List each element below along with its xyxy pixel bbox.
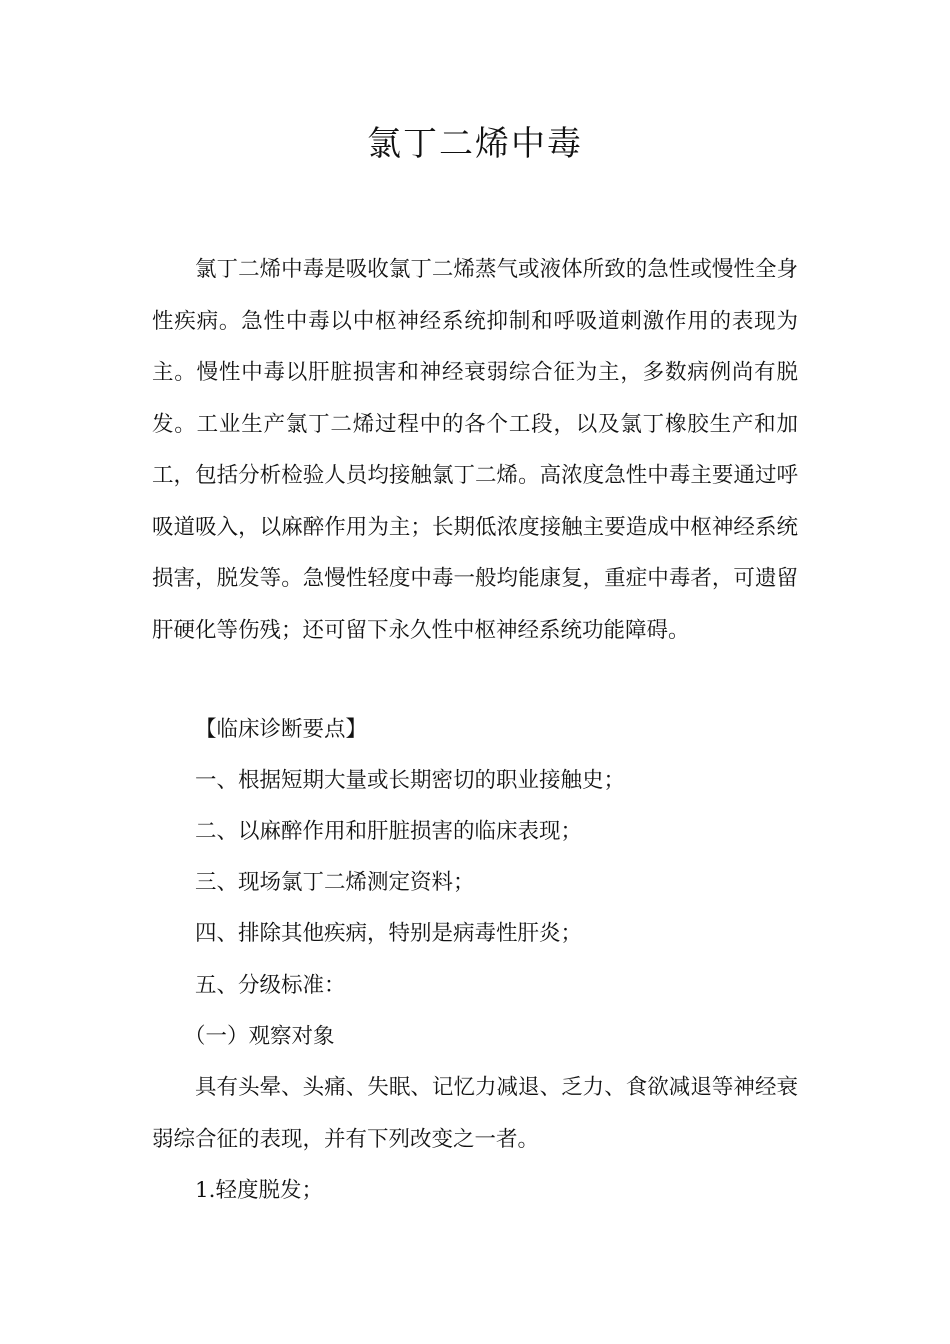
diagnosis-point-1: 一、根据短期大量或长期密切的职业接触史； <box>195 768 626 793</box>
diagnosis-point-5: 五、分级标准： <box>195 973 346 998</box>
list-item-1: 1.轻度脱发； <box>195 1178 324 1203</box>
observation-paragraph: 具有头晕、头痛、失眠、记忆力减退、乏力、食欲减退等神经衰弱综合征的表现，并有下列改变之一者。 <box>152 1075 798 1152</box>
diagnosis-point-4: 四、排除其他疾病，特别是病毒性肝炎； <box>195 921 583 946</box>
document-title: 氯丁二烯中毒 <box>367 124 583 164</box>
intro-paragraph: 氯丁二烯中毒是吸收氯丁二烯蒸气或液体所致的急性或慢性全身性疾病。急性中毒以中枢神经系统抑制和呼吸道刺激作用的表现为主。慢性中毒以肝脏损害和神经衰弱综合征为主，多数病例尚有脱发。工业生产氯丁二烯过程中的各个工段，以及氯丁橡胶生产和加工，包括分析检验人员均接触氯丁二烯。高浓度急性中毒主要通过呼吸道吸入，以麻醉作用为主；长期低浓度接触主要造成中枢神经系统损害，脱发等。急慢性轻度中毒一般均能康复，重症中毒者，可遗留肝硬化等伤残；还可留下永久性中枢神经系统功能障碍。 <box>152 257 798 643</box>
diagnosis-point-3: 三、现场氯丁二烯测定资料； <box>195 870 475 895</box>
subheading-observation: （一）观察对象 <box>184 1024 335 1049</box>
diagnosis-point-2: 二、以麻醉作用和肝脏损害的临床表现； <box>195 819 583 844</box>
section-heading: 【临床诊断要点】 <box>195 717 368 742</box>
